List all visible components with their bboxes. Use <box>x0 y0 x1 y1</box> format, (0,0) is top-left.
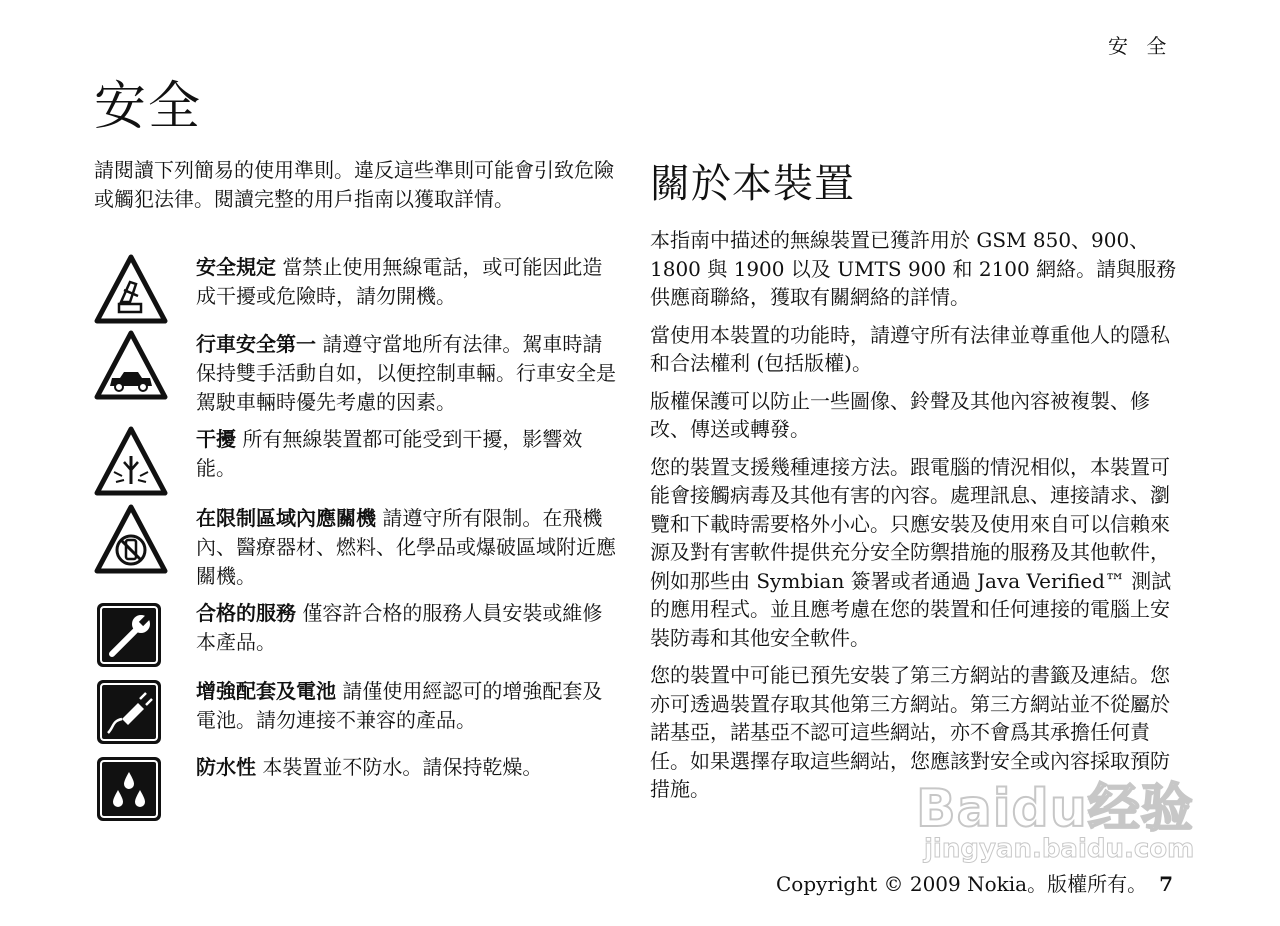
about-device-column <box>650 156 1180 813</box>
interference-antenna-icon <box>94 426 168 496</box>
wrench-icon <box>94 600 168 670</box>
about-paragraph-copyright: 版權保護可以防止一些圖像、鈴聲及其他內容被複製、修改、傳送或轉發。 <box>650 388 1150 441</box>
rule-title: 增強配套及電池 <box>196 679 336 703</box>
rule-title: 安全規定 <box>196 255 276 279</box>
running-header: 安 全 <box>1108 34 1173 58</box>
no-phone-hand-icon <box>94 254 168 324</box>
rule-description: 僅容許合格的服務人員安裝或維修本產品。 <box>196 601 603 654</box>
baidu-jingyan-watermark <box>900 752 1220 872</box>
watermark-logo: Baidu经验 <box>916 779 1194 839</box>
rule-text <box>196 599 621 657</box>
rule-description: 所有無線裝置都可能受到干擾，影響效能。 <box>196 427 583 480</box>
rule-title: 合格的服務 <box>196 601 296 625</box>
watermark-url: jingyan.baidu.com <box>924 834 1195 864</box>
switch-off-phone-icon <box>94 504 168 574</box>
rule-title: 在限制區域內應關機 <box>196 506 376 530</box>
rule-text <box>196 253 621 311</box>
about-paragraph-third-party: 您的裝置中可能已預先安裝了第三方網站的書籤及連結。您亦可透過裝置存取其他第三方網站。第三方網站並不從屬於諾基亞，諾基亞不認可這些網站，亦不會爲其承擔任何責任。如果選擇存取這些網站，您應該對安全或內容採取預防措施。 <box>650 663 1170 801</box>
rule-description: 當禁止使用無線電話，或可能因此造成干擾或危險時，請勿開機。 <box>196 255 603 308</box>
about-paragraph-laws: 當使用本裝置的功能時，請遵守所有法律並尊重他人的隱私和合法權利 (包括版權)。 <box>650 322 1170 375</box>
safety-column <box>94 156 616 779</box>
rule-title: 干擾 <box>196 427 236 451</box>
rule-description: 本裝置並不防水。請保持乾燥。 <box>256 755 543 779</box>
battery-charger-plug-icon <box>94 677 168 747</box>
rule-description: 請僅使用經認可的增強配套及電池。請勿連接不兼容的產品。 <box>196 679 603 732</box>
section-title: 關於本裝置 <box>650 161 855 207</box>
rule-description: 請遵守當地所有法律。駕車時請保持雙手活動自如，以便控制車輛。行車安全是駕駛車輛時優先考慮的因素。 <box>196 332 616 414</box>
water-drops-icon <box>94 754 168 824</box>
copyright-notice: Copyright © 2009 Nokia。版權所有。 <box>776 872 1148 896</box>
page-title: 安全 <box>94 77 203 137</box>
page-number: 7 <box>1159 872 1173 896</box>
page-footer <box>776 869 1196 899</box>
rule-text <box>196 330 621 417</box>
about-paragraph-networks: 本指南中描述的無線裝置已獲許用於 GSM 850、900、1800 與 1900 以及 UMTS 900 和 2100 網絡。請與服務供應商聯絡，獲取有關網絡的詳情。 <box>650 228 1177 309</box>
rule-title: 防水性 <box>196 755 256 779</box>
about-paragraph-connectivity: 您的裝置支援幾種連接方法。跟電腦的情況相似，本裝置可能會接觸病毒及其他有害的內容。處理訊息、連接請求、瀏覽和下載時需要格外小心。只應安裝及使用來自可以信賴來源及對有害軟件提供充分安全防禦措施的服務及其他軟件，例如那些由 Symbian 簽署或者通過 Java Verified™ 測試的應用程式。並且應考慮在您的裝置和任何連接的電腦上安裝防毒和其他安全軟件。 <box>650 454 1172 650</box>
rule-text <box>196 504 621 591</box>
rule-text <box>196 753 621 782</box>
rule-title: 行車安全第一 <box>196 332 316 356</box>
rule-text <box>196 425 621 483</box>
rule-text <box>196 677 621 735</box>
car-icon <box>94 330 168 400</box>
rule-description: 請遵守所有限制。在飛機內、醫療器材、燃料、化學品或爆破區域附近應關機。 <box>196 506 616 588</box>
intro-paragraph: 請閱讀下列簡易的使用準則。違反這些準則可能會引致危險或觸犯法律。閱讀完整的用戶指南以獲取詳情。 <box>94 158 614 211</box>
